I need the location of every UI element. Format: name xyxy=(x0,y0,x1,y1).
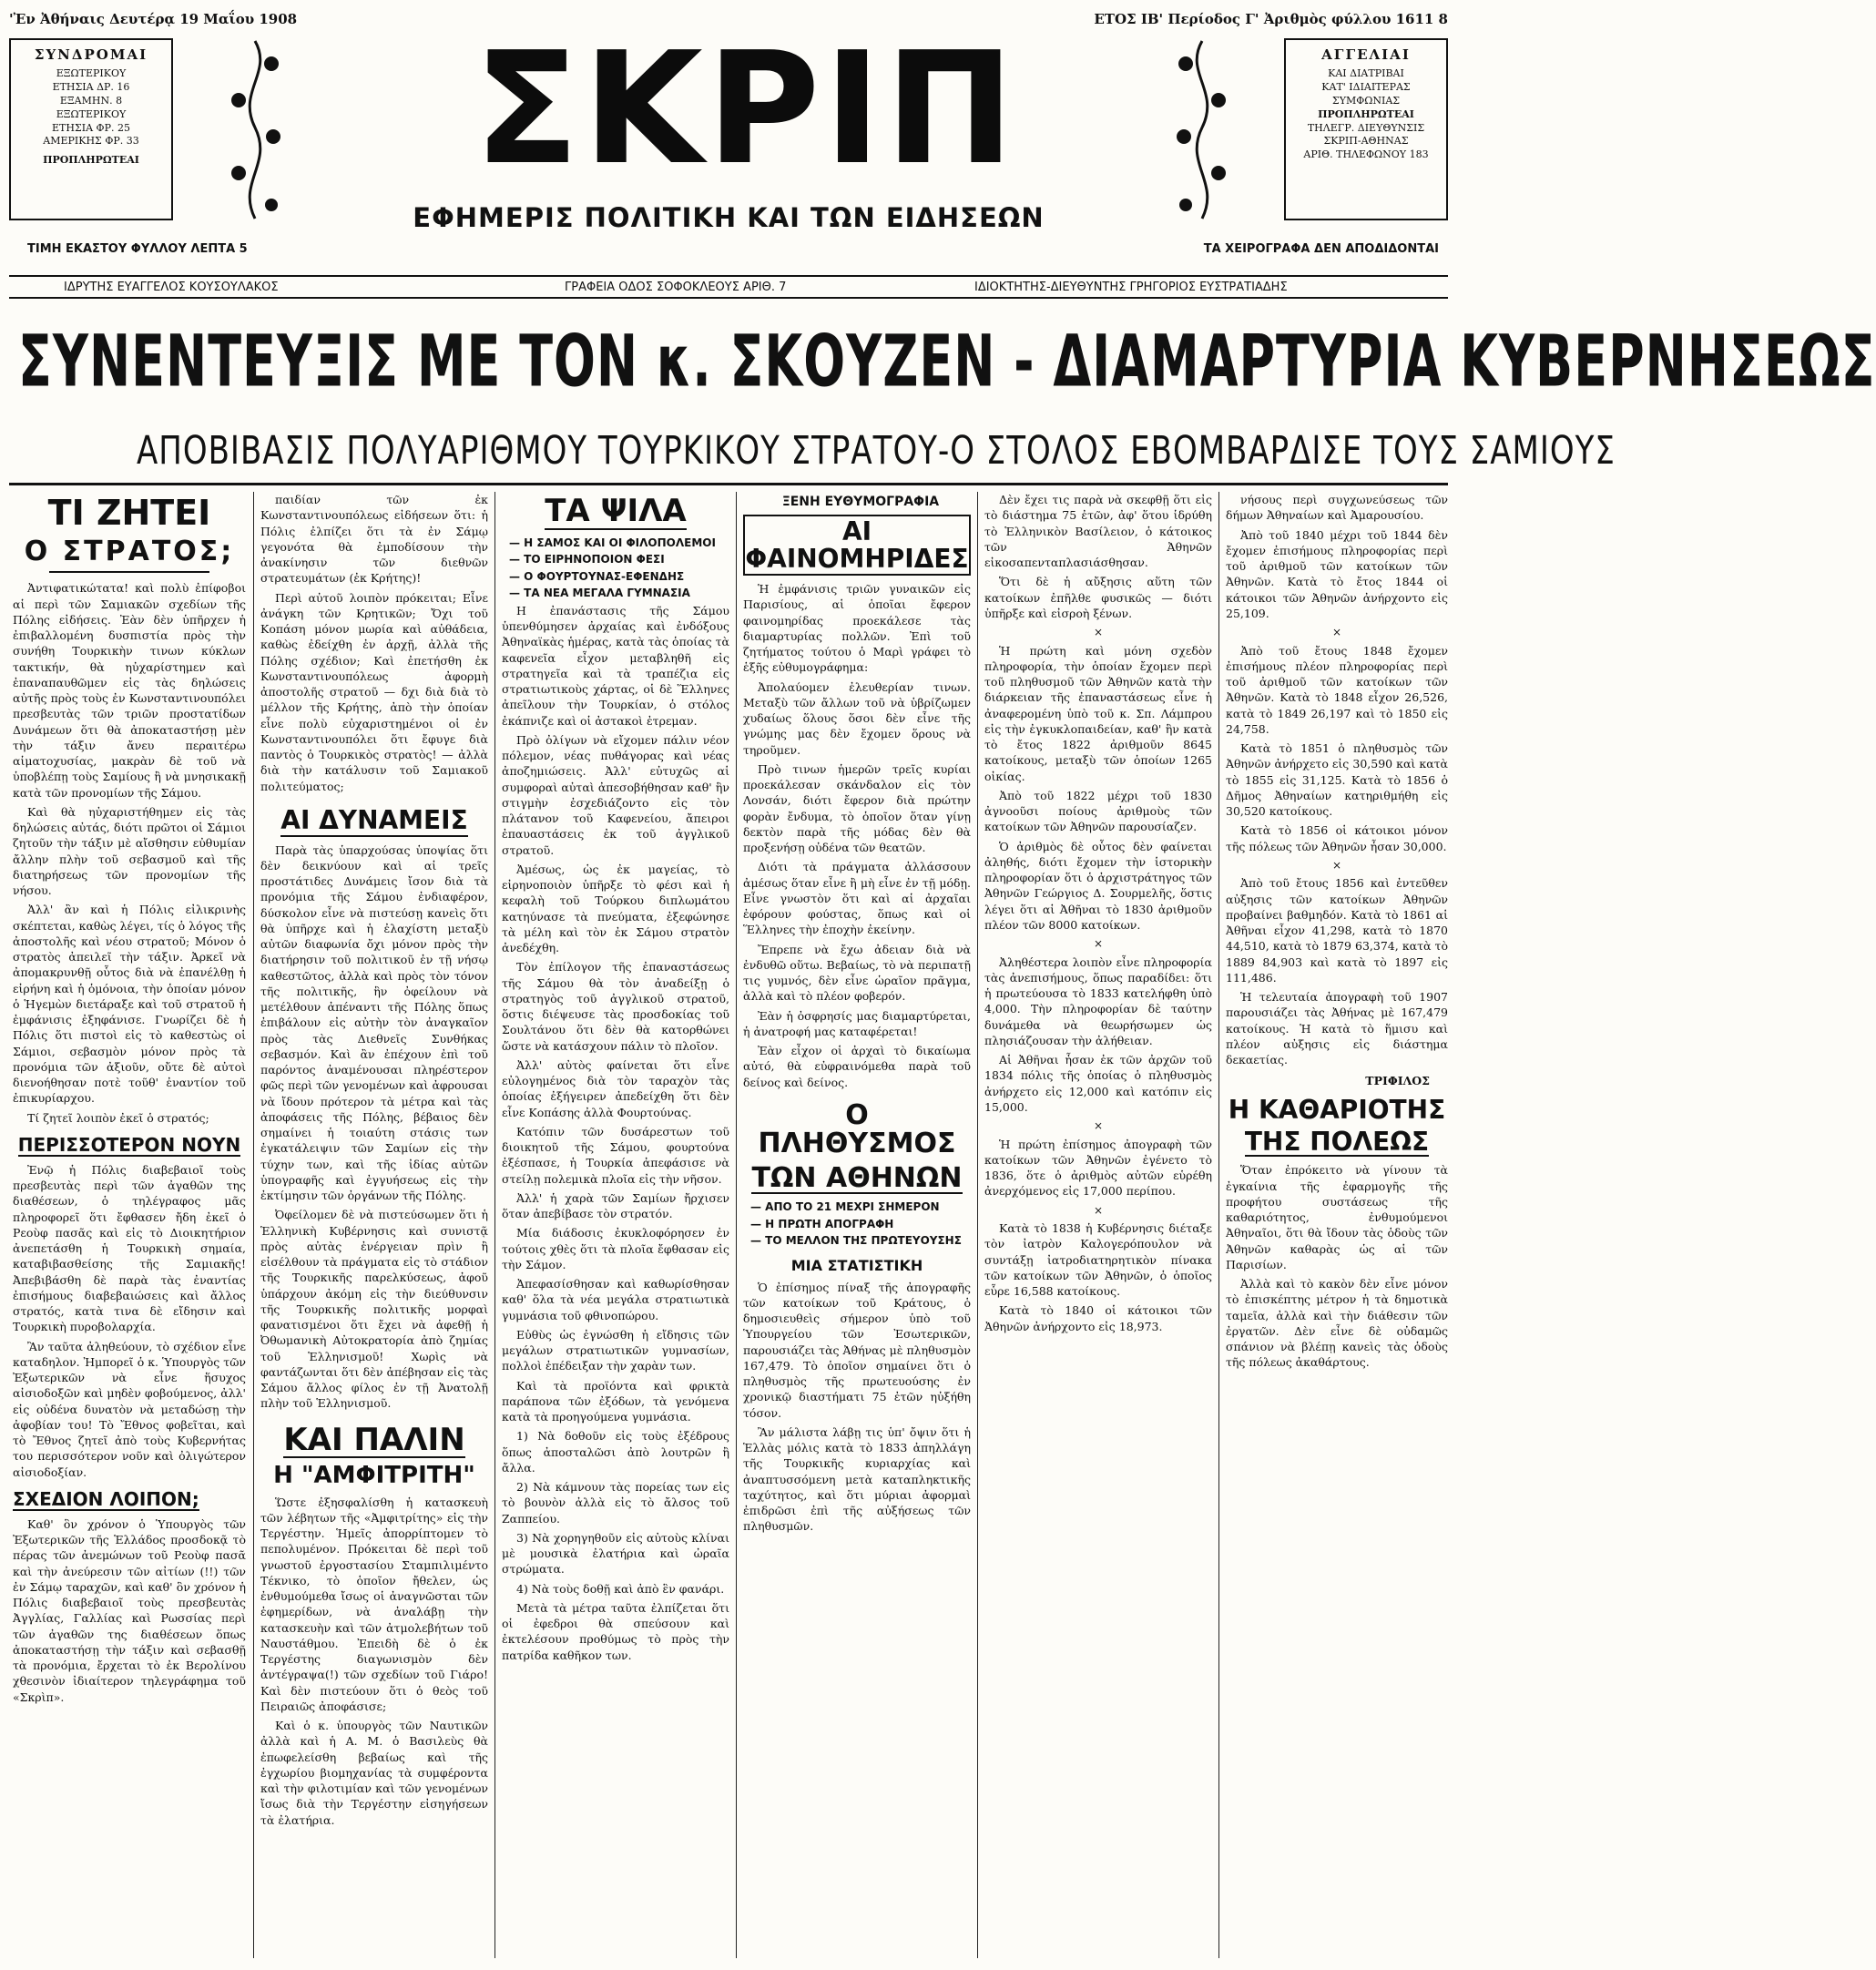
article-paragraph: Κατὰ τὸ 1856 οἱ κάτοικοι μόνον τῆς πόλεως τῶν Ἀθηνῶν ἦσαν 30,000. xyxy=(1226,823,1448,853)
owner-name: ΙΔΙΟΚΤΗΤΗΣ-ΔΙΕΥΘΥΝΤΗΣ ΓΡΗΓΟΡΙΟΣ ΕΥΣΤΡΑΤΙΑΔΗΣ xyxy=(974,281,1288,294)
separator-mark: × xyxy=(1331,626,1342,638)
list-item: 3) Νὰ χορηγηθοῦν εἰς αὐτοὺς κλίναι μὲ μουσικὰ ἐλατήρια καὶ ὠραῖα στρώματα. xyxy=(502,1530,729,1577)
article-paragraph: Πρὸ ὀλίγων νὰ εἴχομεν πάλιν νέον πόλεμον, νέας πυθάγορας καὶ νέας ἀποζημιώσεις. Ἀλλ' εὐτυχῶς αἱ συμφοραὶ αὐταὶ ἀπεσοβήθησαν καθ' ἣν στιγμὴν ἐσχεδιάζοντο εἰς τὸν πλάτανον τοῦ Καφενείου, ἄπειροι ἐπαυαστάσεις ἐκ τοῦ ἀγγλικοῦ στρατοῦ. xyxy=(502,732,729,857)
article-paragraph: Ὅτι δὲ ἡ αὔξησις αὕτη τῶν κατοίκων ἐπῆλθε φυσικῶς — διότι ὑπῆρξε καὶ εἰσροὴ ξένων. xyxy=(984,575,1212,620)
advertisements-line: ΤΗΛΕΓΡ. ΔΙΕΥΘΥΝΣΙΣ xyxy=(1307,121,1425,134)
subscriptions-line: ΑΜΕΡΙΚΗΣ ΦΡ. 33 xyxy=(43,135,139,148)
article-paragraph: Πρὸ τινων ἡμερῶν τρεῖς κυρίαι προεκάλεσαν σκάνδαλον εἰς τὸν Λονσάν, διότι ἔφερον διὰ πρώτην φορὰν ἔνδυμα, τὸ ὁποῖον ὅταν γίνῃ δεκτὸν παρὰ τῆς μόδας δὲν θὰ προξενήσῃ οὐδένα τῶν θεατῶν. xyxy=(743,761,971,855)
article-paragraph: Ἀπὸ τοῦ ἔτους 1848 ἔχομεν ἐπισήμους πλέον πληροφορίας περὶ τοῦ ἀριθμοῦ τῶν κατοίκων τῶν Ἀθηνῶν. Κατὰ τὸ 1848 εἶχον 26,526, κατὰ τὸ 1849 26,197 καὶ τὸ 1850 εἰς 24,758. xyxy=(1226,643,1448,736)
article-paragraph: Ἂν μάλιστα λάβῃ τις ὑπ' ὄψιν ὅτι ἡ Ἑλλὰς μόλις κατὰ τὸ 1833 ἀπηλλάγη τῆς Τουρκικῆς κυριαρχίας καὶ ἀναπτυσσόμενη μετὰ καταπληκτικῆς ταχύτητος, καὶ ὅτι μύριαι ἀφορμαὶ ἐπιδρῶσι ἐπὶ τῆς αὐξήσεως τῶν πληθυσμῶν. xyxy=(743,1424,971,1534)
list-item: 1) Νὰ δοθοῦν εἰς τοὺς ἐξέδρους ὅπως ἀποσταλῶσι ἀπὸ λουτρῶν ἢ ἄλλα. xyxy=(502,1429,729,1475)
article-paragraph: Τὸν ἐπίλογον τῆς ἐπαναστάσεως τῆς Σάμου θὰ τὸν ἀναδείξῃ ὁ στρατηγὸς τοῦ ἀγγλικοῦ στρατοῦ, ὅστις διέψευσε τὰς προσδοκίας τοῦ Σουλτάνου ὅτι δὲν θὰ κατορθώνει ὥστε νὰ κατάσχουν πάλιν τὸ πλοῖον. xyxy=(502,960,729,1053)
article-paragraph: Ἂν ταῦτα ἀληθεύουν, τὸ σχέδιον εἶνε καταδηλον. Ἠμπορεῖ ὁ κ. Ὑπουργὸς τῶν Ἐξωτερικῶν νὰ εἶνε ἥσυχος αἰσιοδοξῶν καὶ μηδὲν φοβούμενος, ἀλλ' εἰς οὐδένα δυνατὸν νὰ μεταδώσῃ τὴν ἀφοβίαν του! Τὸ Ἔθνος φοβεῖται, καὶ τὸ Ἔθνος ζητεῖ ἀπὸ τοὺς Κυβερνήτας του περισσότερον νοῦν καὶ ὀλιγώτερον αἰσιοδοξίαν. xyxy=(13,1339,246,1479)
subscriptions-line: ΕΞΩΤΕΡΙΚΟΥ xyxy=(56,67,127,80)
list-item: 2) Νὰ κάμνουν τὰς πορείας των εἰς τὸ βουνὸν ἀλλὰ εἰς τὸ ἄλσος τοῦ Ζαππείου. xyxy=(502,1480,729,1526)
price-text: ΤΙΜΗ ΕΚΑΣΤΟΥ ΦΥΛΛΟΥ ΛΕΠΤΑ 5 xyxy=(27,242,248,256)
article-paragraph: Ἐὰν ἡ ὀσφρησίς μας διαμαρτύρεται, ἡ ἀνατροφή μας καταφέρεται! xyxy=(743,1008,971,1038)
article-title: ΚΑΙ ΠΑΛΙΝ xyxy=(283,1421,465,1458)
subscriptions-box xyxy=(9,38,173,220)
column-4 xyxy=(743,492,971,1958)
summary-item: — Η ΠΡΩΤΗ ΑΠΟΓΡΑΦΗ xyxy=(750,1217,894,1230)
article-paragraph: Ἀπολαύομεν ἐλευθερίαν τινων. Μεταξὺ τῶν ἄλλων τοῦ νὰ ὑβρίζωμεν χυδαίως ὅλους ὅσοι δὲν εἶνε τῆς γνώμης μας δὲν ἔχομεν ὅρους νὰ τηροῦμεν. xyxy=(743,679,971,757)
summary-item: — Η ΣΑΜΟΣ ΚΑΙ ΟΙ ΦΙΛΟΠΟΛΕΜΟΙ xyxy=(509,536,716,549)
column-5 xyxy=(984,492,1212,1958)
article-paragraph: Μετὰ τὰ μέτρα ταῦτα ἐλπίζεται ὅτι οἱ ἐφεδροι θὰ σπεύσουν καὶ ἐκτελέσουν προθύμως τὸ πρὸς τὴν πατρίδα καθῆκον των. xyxy=(502,1600,729,1662)
column-divider xyxy=(977,492,978,1958)
newspaper-subtitle: ΕΦΗΜΕΡΙΣ ΠΟΛΙΤΙΚΗ ΚΑΙ ΤΩΝ ΕΙΔΗΣΕΩΝ xyxy=(413,202,1045,233)
article-paragraph: Η ἐπανάστασις τῆς Σάμου ὑπενθύμησεν ἀρχαίας καὶ ἐνδόξους Ἀθηναϊκὰς ἡμέρας, κατὰ τὰς ὁποίας τὰ καφενεῖα εἶχον μεταβληθῆ εἰς στρατηγεῖα καὶ τὰ τραπέζια εἰς στρατιωτικοὺς χάρτας, οἱ δὲ Ἕλληνες ἀπεῖλουν τὴν Τουρκίαν, ὁ στόλος ἐκάπνιζε καὶ οἱ ἀστακοὶ ἐτρεμαν. xyxy=(502,603,729,728)
section-kicker: ΞΕΝΗ ΕΥΘΥΜΟΓΡΑΦΙΑ xyxy=(781,495,940,509)
article-paragraph: Αἱ Ἀθῆναι ἦσαν ἐκ τῶν ἀρχῶν τοῦ 1834 πόλις τῆς ὁποίας ὁ πληθυσμὸς ἀνήρχετο εἰς 12,000 καὶ κατόπιν εἰς 15,000. xyxy=(984,1053,1212,1114)
article-paragraph: Ἐνῷ ἡ Πόλις διαβεβαιοῖ τοὺς πρεσβευτὰς περὶ τῶν ἀγαθῶν της διαθέσεων, ὁ τηλέγραφος μᾶς πληροφορεῖ ὅτι ἔφθασεν ἤδη ἐκεῖ ὁ Ρεοὺφ πασᾶς καὶ εἰς τὸ Διοικητήριον ἀνεπετάσθη ἡ Τουρκικὴ σημαία, καταβιβασθείσης τῆς Σαμιακῆς! Ἀπεβιβάσθη δὲ παρὰ τὰς ἐναντίας ἐπισήμους διαβεβαιώσεις καὶ ἄλλος στρατός, κατὰ τινα δὲ εἴδησιν καὶ Τουρκικὴ πυροβολαρχία. xyxy=(13,1162,246,1334)
article-paragraph: Ἔπρεπε νὰ ἔχω ἀδειαν διὰ νὰ ἐνδυθῶ οὕτω. Βεβαίως, τὸ νὰ περιπατῇ τις γυμνός, δὲν εἶνε ὡραῖον πρᾶγμα, ἀλλὰ καὶ τὸ πλέον φοβερόν. xyxy=(743,942,971,1004)
article-paragraph: Τί ζητεῖ λοιπὸν ἐκεῖ ὁ στρατός; xyxy=(27,1110,209,1125)
article-paragraph: Ἀλλὰ καὶ τὸ κακὸν δὲν εἶνε μόνον τὸ ἐπισκέπτης μέτρον ἡ τὰ δημοτικὰ ταμεῖα, ἀλλὰ καὶ τὴν διάθεσιν τῶν ἐργατῶν. Δὲν εἶνε δὲ οὐδαμῶς σπάνιον νὰ βλέπῃ κανεὶς τὰς ὁδοὺς τῆς πόλεως ἀκαθάρτους. xyxy=(1226,1277,1448,1370)
headline-divider xyxy=(9,483,1448,485)
article-paragraph: Ἡ πρώτη ἐπίσημος ἀπογραφὴ τῶν κατοίκων τῶν Ἀθηνῶν ἐγένετο τὸ 1836, ὅτε ὁ ἀριθμὸς αὐτῶν εὑρέθη ἀνερχόμενος εἰς 17,000 περίπου. xyxy=(984,1137,1212,1199)
title-underline xyxy=(49,571,209,573)
advertisements-line: ΚΑΙ ΔΙΑΤΡΙΒΑΙ xyxy=(1328,67,1404,80)
advertisements-line: ΣΥΜΦΩΝΙΑΣ xyxy=(1331,94,1401,107)
article-paragraph: Ἐὰν εἶχον οἱ ἀρχαὶ τὸ δικαίωμα αὐτό, θὰ εὐφραινόμεθα παρὰ τοῦ δείνος καὶ δείνος. xyxy=(743,1044,971,1089)
separator-mark: × xyxy=(1093,626,1104,638)
summary-item: — Ο ΦΟΥΡΤΟΥΝΑΣ-ΕΦΕΝΔΗΣ xyxy=(509,569,685,583)
column-6 xyxy=(1226,492,1448,1958)
author-signature: ΤΡΙΦΙΛΟΣ xyxy=(1365,1074,1430,1088)
advertisements-title: ΑΓΓΕΛΙΑΙ xyxy=(1321,46,1411,63)
section-heading: ΜΙΑ ΣΤΑΤΙΣΤΙΚΗ xyxy=(790,1256,923,1274)
article-title: Ο ΠΛΗΘΥΣΜΟΣ xyxy=(758,1098,956,1160)
article-title: Η ΚΑΘΑΡΙΟΤΗΣ xyxy=(1228,1094,1446,1125)
article-paragraph: Καὶ τὰ προϊόντα καὶ φρικτὰ παράπονα τῶν ἐξόδων, τὰ γενόμενα κατὰ τὰ προηγούμενα γυμνάσια. xyxy=(502,1378,729,1424)
article-paragraph: Κατὰ τὸ 1851 ὁ πληθυσμὸς τῶν Ἀθηνῶν ἀνήρχετο εἰς 30,590 καὶ κατὰ τὸ 1855 εἰς 31,125. Κατὰ τὸ 1856 ὁ Δῆμος Ἀθηναίων κατηριθμήθη εἰς 30,520 κατοίκους. xyxy=(1226,741,1448,819)
article-paragraph: Κατὰ τὸ 1840 οἱ κάτοικοι τῶν Ἀθηνῶν ἀνήρχοντο εἰς 18,973. xyxy=(984,1303,1212,1333)
article-paragraph: Ἡ πρώτη καὶ μόνη σχεδὸν πληροφορία, τὴν ὁποίαν ἔχομεν περὶ τοῦ πληθυσμοῦ τῶν Ἀθηνῶν κατὰ τὴν διάρκειαν τῆς ἐπαναστάσεως εἶνε ἡ ἀναφερομένη ὑπὸ τοῦ κ. Σπ. Λάμπρου εἰς τὴν ἐγκυκλοπαιδείαν, καθ' ἣν κατὰ τὸ ἔτος 1822 ἀριθμοῦν 8645 κατοίκους, μεταξὺ τῶν ὁποίων 1265 οἰκίας. xyxy=(984,643,1212,783)
article-title: Ο ΣΤΡΑΤΟΣ; xyxy=(24,535,235,567)
article-title: ΤΙ ΖΗΤΕΙ xyxy=(47,493,211,533)
column-divider xyxy=(494,492,495,1958)
section-heading: ΠΕΡΙΣΣΟΤΕΡΟΝ ΝΟΥΝ xyxy=(17,1133,241,1156)
vine-ornament-icon xyxy=(1166,36,1239,223)
issue-date: 'Ἐν Ἀθήναις Δευτέρᾳ 19 Μαΐου 1908 xyxy=(9,11,298,27)
issue-number: ΕΤΟΣ ΙΒ' Περίοδος Γ' Ἀριθμὸς φύλλου 1611 8 xyxy=(1094,11,1448,27)
subscriptions-title: ΣΥΝΔΡΟΜΑΙ xyxy=(34,46,148,63)
advertisements-line: ΑΡΙΘ. ΤΗΛΕΦΩΝΟΥ 183 xyxy=(1303,148,1429,161)
vine-ornament-icon xyxy=(219,36,291,223)
office-address: ΓΡΑΦΕΙΑ ΟΔΟΣ ΣΟΦΟΚΛΕΟΥΣ ΑΡΙΘ. 7 xyxy=(565,281,787,294)
article-paragraph: Ἀπεφασίσθησαν καὶ καθωρίσθησαν καθ' ὅλα τὰ νέα μεγάλα στρατιωτικὰ γυμνάσια τοῦ φθινοπώρου. xyxy=(502,1277,729,1322)
column-3 xyxy=(502,492,729,1958)
article-paragraph: Ὁ ἐπίσημος πίναξ τῆς ἀπογραφῆς τῶν κατοίκων τοῦ Κράτους, ὁ δημοσιευθεὶς σήμερον ὑπὸ τοῦ Ὑπουργείου τῶν Ἐσωτερικῶν, παρουσιάζει τὰς Ἀθήνας μὲ πληθυσμὸν 167,479. Τὸ ὁποῖον σημαίνει ὅτι ὁ πληθυσμὸς τῆς πρωτευούσης ἐν χρονικῷ διαστήματι 75 ἐτῶν ηὐξήθη τόσον. xyxy=(743,1280,971,1420)
separator-mark: × xyxy=(1093,1119,1104,1133)
article-paragraph: νήσους περὶ συγχωνεύσεως τῶν δήμων Ἀθηναίων καὶ Ἀμαρουσίου. xyxy=(1226,493,1448,523)
advertisements-line: ΚΑΤ' ΙΔΙΑΙΤΕΡΑΣ xyxy=(1321,81,1411,94)
column-divider xyxy=(736,492,737,1958)
article-paragraph: Ἀμέσως, ὡς ἐκ μαγείας, τὸ εἰρηνοποιὸν ὑπῆρξε τὸ φέσι καὶ ἡ κεφαλὴ τοῦ Τούρκου διπλωμάτου κατηύνασε τὰ πνεύματα, ἐξεφώνησε τὰ μέλη καὶ τὸν ἐκ Σάμου στρατὸν ἀνεδέχθη. xyxy=(502,862,729,955)
secondary-headline: ΑΠΟΒΙΒΑΣΙΣ ΠΟΛΥΑΡΙΘΜΟΥ ΤΟΥΡΚΙΚΟΥ ΣΤΡΑΤΟΥ-Ο ΣΤΟΛΟΣ ΕΒΟΜΒΑΡΔΙΣΕ ΤΟΥΣ ΣΑΜΙΟΥΣ xyxy=(137,428,1616,474)
article-paragraph: Ἀλλ' ἂν καὶ ἡ Πόλις εἰλικρινὴς σκέπτεται, καθὼς λέγει, τίς ὁ λόγος τῆς ἀποστολῆς καὶ νέου στρατοῦ; Μόνον ὁ στρατὸς ἀπειλεῖ τὴν τάξιν. Ἀρκεῖ νὰ ἀπομακρυνθῇ οὗτος διὰ νὰ ἐπανέλθῃ ἡ εἰρήνη καὶ ἡ ὁμόνοια, τὴν ὁποίαν μόνον ὁ Ἡγεμὼν διετάραξε καὶ τοῦ στρατοῦ ἡ ἐμφάνισις ἐξηφάνισε. Γνωρίζει δὲ ἡ Πόλις ὅτι πιστοὶ εἰς τὸ καθεστὼς οἱ Σάμιοι, σεβασμὸν μόνον πρὸς τὰ προνόμια τῶν ἀξιοῦν, οὔτε δὲ αὐτοὶ διενοήθησαν ποτὲ τοῦθ' ἐναντίον τοῦ ἐπικυρίαρχου. xyxy=(13,903,246,1106)
article-paragraph: Ἀπὸ τοῦ ἔτους 1856 καὶ ἐντεῦθεν αὐξησις τῶν κατοίκων Ἀθηνῶν προβαίνει βαθμηδόν. Κατὰ τὸ 1861 αἱ Ἀθῆναι εἶχον 41,298, κατὰ τὸ 1870 44,510, κατὰ τὸ 1879 63,374, κατὰ τὸ 1889 84,903 καὶ κατὰ τὸ 1897 εἰς 111,486. xyxy=(1226,876,1448,985)
subscriptions-line: ΠΡΟΠΛΗΡΩΤΕΑΙ xyxy=(43,154,139,167)
separator-mark: × xyxy=(1331,858,1342,872)
staff-bar xyxy=(9,275,1448,299)
article-paragraph: Ὀφείλομεν δὲ νὰ πιστεύσωμεν ὅτι ἡ Ἑλληνικὴ Κυβέρνησις καὶ συνιστᾷ πρὸς αὐτὰς ἐνέργειαν πρὶν ἢ εἰσέλθουν τὰ πράγματα εἰς τὸ στάδιον τῆς Τουρκικῆς παρελκύσεως, ἀφοῦ ὑπάρχουν ἀκόμη εἰς τὴν διεύθυνσιν τῆς Τουρκικῆς πολιτικῆς μορφαὶ φανατισμένοι ὅτι ἔχει νὰ ἀφεθῇ ἡ Ὀθωμανικὴ Αὐτοκρατορία ἀπὸ ζημίας τοῦ Ἑλληνισμοῦ! Χωρὶς νὰ φαντάζωνται ὅτι δὲν ἀπέβησαν εἰς τὰς Σάμου ἄλλος φίλος ἐν τῇ Ἀνατολῇ πλὴν τοῦ Ἑλληνισμοῦ. xyxy=(260,1208,488,1411)
article-paragraph: Κατὰ τὸ 1838 ἡ Κυβέρνησις διέταξε τὸν ἰατρὸν Καλογερόπουλον νὰ συντάξῃ ἰατροδιατηρητικὸν πίνακα τῶν κατοίκων τῶν Ἀθηνῶν, ὁ ὁποῖος εὗρε 16,588 κατοίκους. xyxy=(984,1221,1212,1299)
separator-mark: × xyxy=(1093,1203,1104,1217)
subscriptions-line: ΕΞΑΜΗΝ. 8 xyxy=(59,94,123,107)
article-paragraph: Ἀλλ' ἡ χαρὰ τῶν Σαμίων ἤρχισεν ὅταν ἀπεβίβασε τὸν στρατόν. xyxy=(502,1190,729,1221)
subscriptions-line: ΕΤΗΣΙΑ ΔΡ. 16 xyxy=(52,81,130,94)
column-divider xyxy=(1218,492,1219,1958)
article-paragraph: Ὥστε ἐξησφαλίσθη ἡ κατασκευὴ τῶν λέβητων τῆς «Ἀμφιτρίτης» εἰς τὴν Τεργέστην. Ἡμεῖς ἀπορρίπτομεν τὸ πεπολυμένον. Πρόκειται δὲ περὶ τοῦ γνωστοῦ ἐργοστασίου Σταμπιλιμέντο Τέκνικο, τὸ ὁποῖον ἤθελεν, ὡς ἐνθυμούμεθα ἴσως οἱ ἀναγνῶσται τῶν ἐφημερίδων, νὰ ἀναλάβῃ τὴν κατασκευὴν καὶ τῶν ἀτμολεβήτων τοῦ Ναυστάθμου. Ἐπειδὴ δὲ ὁ ἐκ Τεργέστης διαγωνισμὸν δὲν ἀντέγραψα(!) τῶν σχεδίων τοῦ Γιάρο! Καὶ δὲν πιστεύουν ὅτι ὁ θεὸς τοῦ Πειραιῶς ἀποφάσισε; xyxy=(260,1495,488,1713)
article-paragraph: παιδίαν τῶν ἐκ Κωνσταντινουπόλεως εἰδήσεων ὅτι: ἡ Πόλις ἐλπίζει ὅτι τὰ ἐν Σάμῳ γεγονότα θὰ ἐμποδίσουν τὴν ἀνακίνησιν τῶν διεθνῶν στρατευμάτων (ἐκ Κρήτης)! xyxy=(260,493,488,586)
summary-item: — ΤΟ ΜΕΛΛΟΝ ΤΗΣ ΠΡΩΤΕΥΟΥΣΗΣ xyxy=(750,1234,962,1248)
main-headline: ΣΥΝΕΝΤΕΥΞΙΣ ΜΕ ΤΟΝ κ. ΣΚΟΥΖΕΝ - ΔΙΑΜΑΡΤΥΡΙΑ ΚΥΒΕΡΝΗΣΕΩΣ xyxy=(18,321,1876,403)
article-paragraph: Ὅταν ἐπρόκειτο νὰ γίνουν τὰ ἐγκαίνια τῆς ἐφαρμογῆς τῆς προφήτου συστάσεως τῆς καθαριότητος, ἐνθυμούμενοι Ἀθηναῖοι, ὅτι θὰ ἴδουν τὰς ὁδοὺς τῶν Ἀθηνῶν καθαρὰς ὡς αἱ τῶν Παρισίων. xyxy=(1226,1163,1448,1271)
article-paragraph: Καὶ ὁ κ. ὑπουργὸς τῶν Ναυτικῶν ἀλλὰ καὶ ἡ Α. Μ. ὁ Βασιλεὺς θὰ ἐπωφελείσθη βεβαίως καὶ τῆς ἐγχωρίου βιομηχανίας τὰ συμφέροντα καὶ τὴν φιλοτιμίαν καὶ τῶν γενομένων ἴσως διὰ τὴν Τεργέστην εἰσηγήσεων τὰ ἐλατήρια. xyxy=(260,1719,488,1827)
article-paragraph: Διότι τὰ πράγματα ἀλλάσσουν ἀμέσως ὅταν εἶνε ἢ μὴ εἶνε ἐν τῇ μόδῃ. Εἶνε γνωστὸν ὅτι καὶ αἱ ἀρχαῖαι ἐφόρουν φούστας, ὅπως καὶ οἱ Ἕλληνες τὴν ἐποχὴν ἐκείνην. xyxy=(743,860,971,937)
article-paragraph: Καὶ θὰ ηὐχαριστήθημεν εἰς τὰς δηλώσεις αὐτάς, διότι πρῶτοι οἱ Σάμιοι ζητοῦν τὴν τάξιν μὲ αἴσθησιν εὐθυμίαν ἄλλην πλὴν τοῦ σεβασμοῦ καὶ τῆς διατηρήσεως τῶν προνομίων τῆς νήσου. xyxy=(13,804,246,898)
summary-item: — ΤΑ ΝΕΑ ΜΕΓΑΛΑ ΓΥΜΝΑΣΙΑ xyxy=(509,587,690,600)
article-paragraph: Καθ' ὃν χρόνον ὁ Ὑπουργὸς τῶν Ἐξωτερικῶν τῆς Ἑλλάδος προσδοκᾷ τὸ πέρας τῶν ἀνεμώνων τοῦ Ρεοὺφ πασᾶ καὶ τὴν ἀνεύρεσιν τῶν αἰτίων (!!) τῶν ἐν Σάμῳ ταραχῶν, καὶ καθ' ὃν χρόνον ἡ Πόλις διαβεβαιοῖ τοὺς πρεσβευτὰς Ἀγγλίας, Γαλλίας καὶ Ρωσσίας περὶ τῶν ἀγαθῶν της διαθέσεων ὅπως ἀποκαταστήσῃ τὴν τάξιν καὶ σεβασθῇ τὰ προνόμια, ἔρχεται τὸ ἐκ Βερολίνου χθεσινὸν ἰδιαίτερον τηλεγράφημα τοῦ «Σκρὶπ». xyxy=(13,1516,246,1704)
manuscripts-notice: ΤΑ ΧΕΙΡΟΓΡΑΦΑ ΔΕΝ ΑΠΟΔΙΔΟΝΤΑΙ xyxy=(1203,242,1439,256)
summary-item: — ΤΟ ΕΙΡΗΝΟΠΟΙΟΝ ΦΕΣΙ xyxy=(509,553,665,567)
article-title: ΑΙ ΦΑΙΝΟΜΗΡΙΔΕΣ xyxy=(743,515,971,576)
article-paragraph: Εὐθὺς ὡς ἐγνώσθη ἡ εἴδησις τῶν μεγάλων στρατιωτικῶν γυμνασίων, πολλοὶ ἐπέδειξαν τὴν χαρὰν των. xyxy=(502,1327,729,1373)
section-heading: ΣΧΕΔΙΟΝ ΛΟΙΠΟΝ; xyxy=(13,1487,199,1510)
article-paragraph: Περὶ αὐτοῦ λοιπὸν πρόκειται; Εἶνε ἀνάγκη τῶν Κρητικῶν; Ὄχι τοῦ Κοπάση μόνον μωρία καὶ αὐθάδεια, καθὼς ἐδείχθη ἐν ἀρχῇ, ἀλλὰ τῆς Πόλης σχέδιον; Καὶ ἐπετήσθη ἐκ Κωνσταντινουπόλεως ἀφορμὴ ἀποστολῆς στρατοῦ — δχι διὰ διὰ τὸ μέλλον τῆς Κρήτης, ἀπὸ τὴν ὁποίαν εἶνε πολὺ εὐχαριστημένοι οἱ ἐν Κωνσταντινουπόλει ὅτι ἔφυγε διὰ παντὸς ὁ Τουρκικὸς στρατὸς! — ἀλλὰ διὰ τὴν κατάλυσιν τοῦ Σαμιακοῦ πολιτεύματος; xyxy=(260,590,488,793)
subscriptions-line: ΕΤΗΣΙΑ ΦΡ. 25 xyxy=(52,121,130,134)
column-2 xyxy=(260,492,488,1958)
summary-item: — ΑΠΟ ΤΟ 21 ΜΕΧΡΙ ΣΗΜΕΡΟΝ xyxy=(750,1200,940,1214)
newspaper-masthead: ΣΚΡΙΠ xyxy=(474,19,1018,199)
subscriptions-line: ΕΞΩΤΕΡΙΚΟΥ xyxy=(56,107,127,120)
article-paragraph: Ὁ ἀριθμὸς δὲ οὗτος δὲν φαίνεται ἀληθής, διότι ἔχομεν τὴν ἱστορικὴν πληροφορίαν ὅτι ὁ ἀρχιστράτηγος τῶν Ἀθηνῶν Γεώργιος Δ. Σουρμελῆς, ὅστις λέγει ὅτι αἱ Ἀθῆναι τὸ 1830 ἀριθμοῦν πλέον τῶν 8000 κατοίκων. xyxy=(984,839,1212,932)
article-paragraph: Δὲν ἔχει τις παρὰ νὰ σκεφθῇ ὅτι εἰς τὸ διάστημα 75 ἐτῶν, ἀφ' ὅτου ἱδρύθη τὸ Ἑλληνικὸν Βασίλειον, ὁ κάτοικος τῶν Ἀθηνῶν εἰκοσαπενταπλασιάσθησαν. xyxy=(984,493,1212,569)
advertisements-box xyxy=(1284,38,1448,220)
advertisements-line: ΣΚΡΙΠ-ΑΘΗΝΑΣ xyxy=(1323,135,1409,148)
article-title: ΤΗΣ ΠΟΛΕΩΣ xyxy=(1244,1126,1430,1157)
article-paragraph: Ἀληθέστερα λοιπὸν εἶνε πληροφορία τὰς ἀνεπισήμους, ὅπως παραδίδει: ὅτι ἡ πρωτεύουσα τὸ 1833 κατελήφθη ὑπὸ 4,000. Τὴν πληροφορίαν δὲ ταύτην δυνάμεθα νὰ θεωρήσωμεν ὡς πλησιάζουσαν τὴν ἀλήθειαν. xyxy=(984,954,1212,1047)
article-title: ΤΑ ΨΙΛΑ xyxy=(545,493,687,529)
article-paragraph: Παρὰ τὰς ὑπαρχούσας ὑποψίας ὅτι δὲν δεικνύουν καὶ αἱ τρεῖς προστάτιδες Δυνάμεις ἴσον διὰ τὰ προνόμια τῆς Σάμου ἐνδιαφέρον, δύσκολον εἶνε νὰ πιστεύσῃ κανεὶς ὅτι θὰ ὑπῆρχε καὶ ἡ ἐλαχίστη μεταξὺ αὐτῶν διαφωνία ὄχι μόνον πρὸς τὴν διατήρησιν τοῦ πολιτικοῦ ἐν τῇ νήσῳ καθεστῶτος, ἀλλὰ καὶ πρὸς τὸν τόνον τῆς πολιτικῆς, ἣν ὀφείλουν νὰ μετέλθουν ἀπέναντι τῆς Πόλης ὅπως ἐπιβάλουν εἰς αὐτὴν τὸν ἀναγκαῖον πρὸς τὰς Διεθνεῖς Συνθήκας σεβασμόν. Καὶ ἂν ἐπέχουν ἐπὶ τοῦ παρόντος ἀναμένουσαι πληρέστερον φῶς περὶ τῶν γενομένων καὶ ἀφρουσαι νὰ ἴδουν πρότερον τὰ μέτρα καὶ τὰς ἀποφάσεις τῆς Πόλης, βέβαιος δὲν σημαίνει ἡ τοιαύτη στάσις των ἐγκατάλειψιν τῶν Σαμίων εἰς τὴν τύχην των, καὶ τῆς ἰδίας αὐτῶν ὑπογραφῆς καὶ ἐγγυήσεως εἰς τὴν ἐκτίμησιν τῶν ὀργάνων τῆς Πόλης. xyxy=(260,842,488,1203)
article-paragraph: Ἡ τελευταία ἀπογραφὴ τοῦ 1907 παρουσιάζει τὰς Ἀθήνας μὲ 167,479 κατοίκους. Ἡ κατὰ τὸ ἥμισυ καὶ πλέον αὐξησις εἰς διάστημα δεκαετίας. xyxy=(1226,990,1448,1067)
column-1 xyxy=(13,492,246,1958)
list-item: 4) Νὰ τοὺς δοθῇ καὶ ἀπὸ ἓν φανάρι. xyxy=(516,1581,725,1596)
price-line xyxy=(9,242,1448,259)
separator-mark: × xyxy=(1093,937,1104,951)
advertisements-line: ΠΡΟΠΛΗΡΩΤΕΑΙ xyxy=(1318,107,1414,120)
founder-name: ΙΔΡΥΤΗΣ ΕΥΑΓΓΕΛΟΣ ΚΟΥΣΟΥΛΑΚΟΣ xyxy=(64,281,279,294)
article-paragraph: Μία διάδοσις ἐκυκλοφόρησεν ἐν τούτοις χθὲς ὅτι τὰ πλοῖα ἔφθασαν εἰς τὴν Σάμον. xyxy=(502,1226,729,1271)
article-paragraph: Ἀπὸ τοῦ 1840 μέχρι τοῦ 1844 δὲν ἔχομεν ἐπισήμους πληροφορίας περὶ τοῦ ἀριθμοῦ τῶν κατοίκων τῶν Ἀθηνῶν. Κατὰ τὸ ἔτος 1844 οἱ κάτοικοι τῶν Ἀθηνῶν ἀνήρχοντο εἰς 25,109. xyxy=(1226,527,1448,620)
article-paragraph: Ἡ ἐμφάνισις τριῶν γυναικῶν εἰς Παρισίους, αἱ ὁποῖαι ἔφερον φαινομηρίδας προεκάλεσε τὰς διαμαρτυρίας πολλῶν. Ἐπὶ τοῦ ζητήματος τούτου ὁ Μαρὶ γράφει τὸ ἑξῆς εὐθυμογράφημα: xyxy=(743,582,971,675)
article-paragraph: Κατόπιν τῶν δυσάρεστων τοῦ διοικητοῦ τῆς Σάμου, φουρτούνα ἐξέσπασε, ἡ Τουρκία ἀπεφάσισε νὰ στείλῃ πολεμικὰ πλοῖα εἰς τὴν νῆσον. xyxy=(502,1124,729,1186)
column-divider xyxy=(253,492,254,1958)
article-paragraph: Ἀλλ' αὐτὸς φαίνεται ὅτι εἶνε εὐλογημένος διὰ τὸν ταραχὸν τὰς ὁποίας ἐξήγειρεν ἀπεδείχθη ὅτι δὲν εἶνε Κοπάσης ἀλλὰ Φουρτούνας. xyxy=(502,1057,729,1119)
article-title: Η "ΑΜΦΙΤΡΙΤΗ" xyxy=(273,1462,475,1490)
article-title: ΤΩΝ ΑΘΗΝΩΝ xyxy=(751,1161,963,1194)
section-heading: ΑΙ ΔΥΝΑΜΕΙΣ xyxy=(280,804,468,835)
article-paragraph: Ἀπὸ τοῦ 1822 μέχρι τοῦ 1830 ἀγνοοῦσι ποίους ἀριθμοὺς τῶν κατοίκων τῶν Ἀθηνῶν παρουσίαζεν. xyxy=(984,788,1212,834)
article-paragraph: Ἀντιφατικώτατα! καὶ πολὺ ἐπίφοβοι αἱ περὶ τῶν Σαμιακῶν σχεδίων τῆς Πόλης εἰδήσεις. Ἐὰν δὲν ὑπῆρχεν ἡ ἐπιβαλλομένη δυσπιστία πρὸς τὴν συνήθη Τουρκικὴν τινων κύκλων τακτικήν, θὰ ηὐχαρίστημεν καὶ ἐπαναπαυθῶμεν εἰς τὰς δηλώσεις αὐτῆς πρὸς τοὺς ἐν Κωνσταντινουπόλει πρεσβευτὰς τῶν τριῶν προστατίδων Δυνάμεων ὅτι θὰ ἀποκαταστήσῃ μὲν τὴν τάξιν ἄνευ περαιτέρω αἱματοχυσίας, μακρὰν δὲ τοῦ νὰ ὑποβλέπῃ τοὺς Σαμίους ἢ νὰ μνησικακῇ κατὰ τῶν προνομίων τῆς Σάμου. xyxy=(13,581,246,800)
